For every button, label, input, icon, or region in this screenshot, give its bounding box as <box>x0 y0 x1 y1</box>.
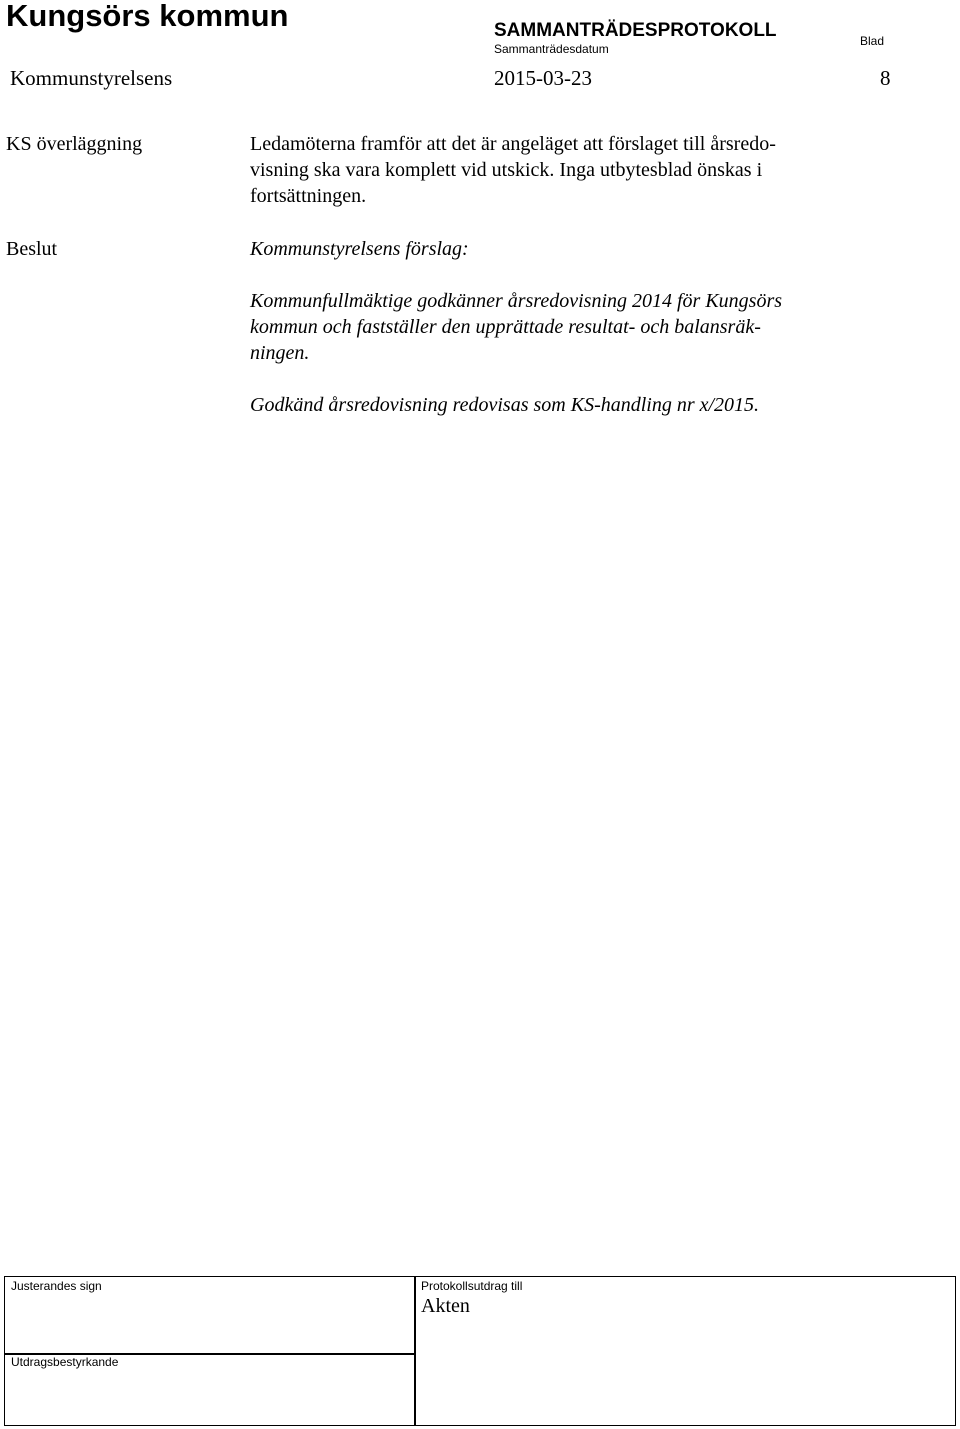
organization-name: Kungsörs kommun <box>6 0 289 33</box>
extract-to-value: Akten <box>421 1295 470 1317</box>
decision-closing: Godkänd årsredovisning redovisas som KS-handling nr x/2015. <box>250 394 760 416</box>
meeting-date: 2015-03-23 <box>494 66 592 90</box>
meeting-date-label: Sammanträdesdatum <box>494 42 609 56</box>
deliberation-label: KS överläggning <box>6 133 143 155</box>
deliberation-line: fortsättningen. <box>250 185 367 207</box>
board-name: Kommunstyrelsens <box>10 66 173 90</box>
decision-label: Beslut <box>6 238 58 260</box>
decision-heading: Kommunstyrelsens förslag: <box>250 238 469 260</box>
decision-paragraph <box>250 288 782 366</box>
extract-attester-label: Utdragsbestyrkande <box>11 1355 119 1369</box>
adjuster-signature-label: Justerandes sign <box>11 1279 102 1293</box>
decision-line: ningen. <box>250 342 310 364</box>
decision-line: kommun och fastställer den upprättade resultat- och balansräk- <box>250 316 761 338</box>
signature-footer <box>4 1276 956 1426</box>
extract-to-label: Protokollsutdrag till <box>421 1279 523 1293</box>
deliberation-text <box>250 131 776 209</box>
sheet-number: 8 <box>880 66 891 90</box>
deliberation-line: Ledamöterna framför att det är angeläget att förslaget till årsredo- <box>250 133 776 155</box>
decision-line: Kommunfullmäktige godkänner årsredovisning 2014 för Kungsörs <box>250 290 783 312</box>
document-type: SAMMANTRÄDESPROTOKOLL <box>494 20 777 41</box>
footer-divider-vertical <box>414 1277 416 1425</box>
sheet-label: Blad <box>860 34 885 48</box>
deliberation-line: visning ska vara komplett vid utskick. Inga utbytesblad önskas i <box>250 159 763 181</box>
